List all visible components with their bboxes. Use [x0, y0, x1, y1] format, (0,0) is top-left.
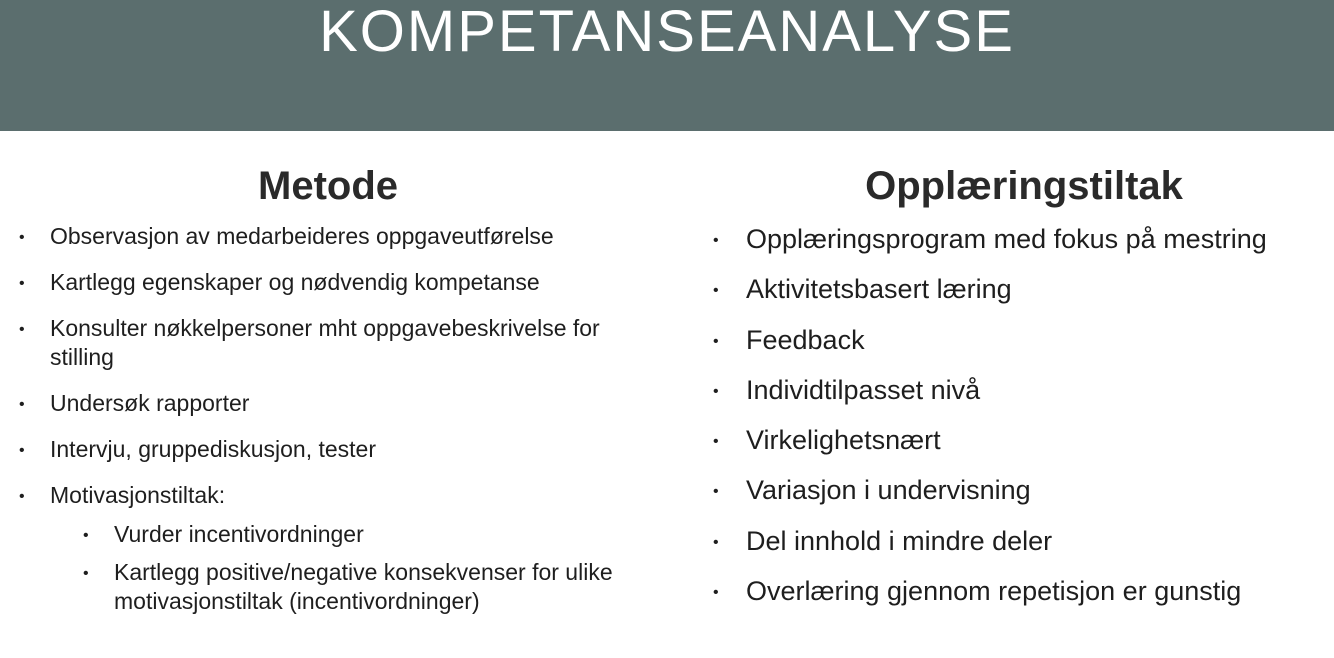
list-item: [19, 481, 660, 616]
list-item-text: Intervju, gruppediskusjon, tester: [50, 436, 377, 462]
bullet-dot-icon: •: [19, 488, 25, 505]
bullet-dot-icon: •: [713, 533, 719, 551]
bullet-dot-icon: •: [713, 584, 719, 602]
list-item-text: Konsulter nøkkelpersoner mht oppgavebeskrivelse for stilling: [50, 315, 600, 370]
bullet-dot-icon: •: [83, 565, 89, 582]
list-item: [83, 520, 660, 549]
list-item: [19, 268, 660, 297]
list-item: [19, 389, 660, 418]
list-item-text: Opplæringsprogram med fokus på mestring: [746, 224, 1267, 254]
list-item-text: Kartlegg egenskaper og nødvendig kompetanse: [50, 269, 540, 295]
bullet-dot-icon: •: [19, 275, 25, 292]
page-title: KOMPETANSEANALYSE: [319, 0, 1015, 64]
list-item: [713, 473, 1306, 507]
list-item-text: Kartlegg positive/negative konsekvenser for ulike motivasjonstiltak (incentivordninger): [114, 559, 613, 614]
bullet-dot-icon: •: [713, 282, 719, 300]
bullet-dot-icon: •: [19, 396, 25, 413]
bullet-dot-icon: •: [713, 382, 719, 400]
list-item-text: Variasjon i undervisning: [746, 475, 1031, 506]
bullet-dot-icon: •: [713, 332, 719, 350]
list-item-text: Overlæring gjennom repetisjon er gunstig: [746, 576, 1242, 607]
list-item: [713, 373, 1306, 407]
list-item: [713, 524, 1306, 558]
list-item-text: Observasjon av medarbeideres oppgaveutførelse: [50, 223, 554, 249]
list-item-text: Individtilpasset nivå: [746, 374, 981, 405]
list-item-text: Virkelighetsnært: [746, 425, 941, 456]
bullet-dot-icon: •: [19, 321, 25, 338]
list-item: [713, 423, 1306, 457]
bullet-dot-icon: •: [19, 442, 25, 459]
list-item: [19, 222, 660, 251]
list-item-text: Del innhold i mindre deler: [746, 525, 1053, 556]
list-item-text: Vurder incentivordninger: [114, 521, 364, 547]
list-item-text: Aktivitetsbasert læring: [746, 274, 1012, 305]
bullet-dot-icon: •: [713, 433, 719, 451]
bullet-dot-icon: •: [713, 232, 719, 249]
list-item: [713, 222, 1306, 256]
list-item: [19, 314, 660, 372]
list-item: [713, 323, 1306, 357]
motivasjonstiltak-sublist: [83, 520, 660, 616]
bullet-dot-icon: •: [83, 527, 89, 544]
bullet-dot-icon: •: [713, 483, 719, 501]
metode-list: [19, 222, 660, 633]
list-item: [713, 574, 1306, 608]
list-item: [83, 558, 660, 616]
list-item-text: Undersøk rapporter: [50, 390, 250, 416]
opplaeringstiltak-list: [713, 222, 1306, 624]
list-item: [19, 435, 660, 464]
list-item: [713, 272, 1306, 306]
opplaeringstiltak-heading: Opplæringstiltak: [865, 164, 1183, 208]
bullet-dot-icon: •: [19, 229, 25, 246]
list-item-text: Feedback: [746, 324, 865, 355]
metode-heading: Metode: [258, 164, 398, 208]
list-item-text: Motivasjonstiltak:: [50, 482, 226, 508]
